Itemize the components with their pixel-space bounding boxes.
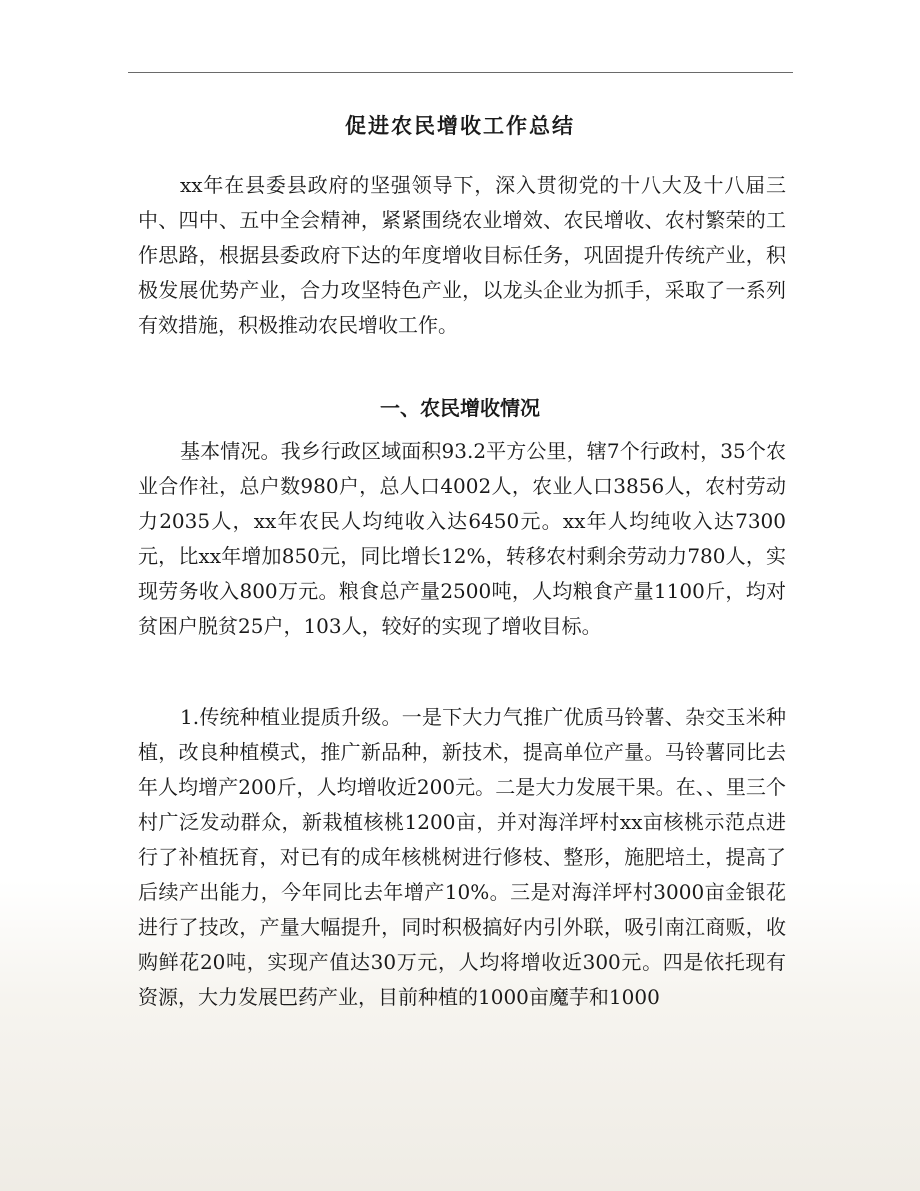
basic-situation-paragraph: 基本情况。我乡行政区域面积93.2平方公里，辖7个行政村，35个农业合作社，总户数980户，总人口4002人，农业人口3856人，农村劳动力2035人，xx年农民人均纯收入达6450元。xx年人均纯收入达7300元，比xx年增加850元，同比增长12%，转移农村剩余劳动力780人，实现劳务收入800万元。粮食总产量2500吨，人均粮食产量1100斤，均对贫困户脱贫25户，103人，较好的实现了增收目标。 bbox=[138, 439, 786, 638]
section-heading: 一、农民增收情况 bbox=[380, 396, 540, 420]
item1-block bbox=[138, 700, 786, 1015]
item1-paragraph: 1.传统种植业提质升级。一是下大力气推广优质马铃薯、杂交玉米种植，改良种植模式，推广新品种，新技术，提高单位产量。马铃薯同比去年人均增产200斤，人均增收近200元。二是大力发展干果。在、、里三个村广泛发动群众，新栽植核桃1200亩，并对海洋坪村xx亩核桃示范点进行了补植抚育，对已有的成年核桃树进行修枝、整形，施肥培土，提高了后续产出能力，今年同比去年增产10%。三是对海洋坪村3000亩金银花进行了技改，产量大幅提升，同时积极搞好内引外联，吸引南江商贩，收购鲜花20吨，实现产值达30万元，人均将增收近300元。四是依托现有资源，大力发展巴药产业，目前种植的1000亩魔芋和1000 bbox=[138, 705, 786, 1009]
header-rule bbox=[128, 72, 793, 73]
basic-situation-block bbox=[138, 434, 786, 644]
intro-paragraph-block bbox=[138, 168, 786, 343]
document-title: 促进农民增收工作总结 bbox=[345, 114, 575, 138]
intro-paragraph: xx年在县委县政府的坚强领导下，深入贯彻党的十八大及十八届三中、四中、五中全会精神，紧紧围绕农业增效、农民增收、农村繁荣的工作思路，根据县委政府下达的年度增收目标任务，巩固提升传统产业，积极发展优势产业，合力攻坚特色产业，以龙头企业为抓手，采取了一系列有效措施，积极推动农民增收工作。 bbox=[138, 173, 786, 337]
